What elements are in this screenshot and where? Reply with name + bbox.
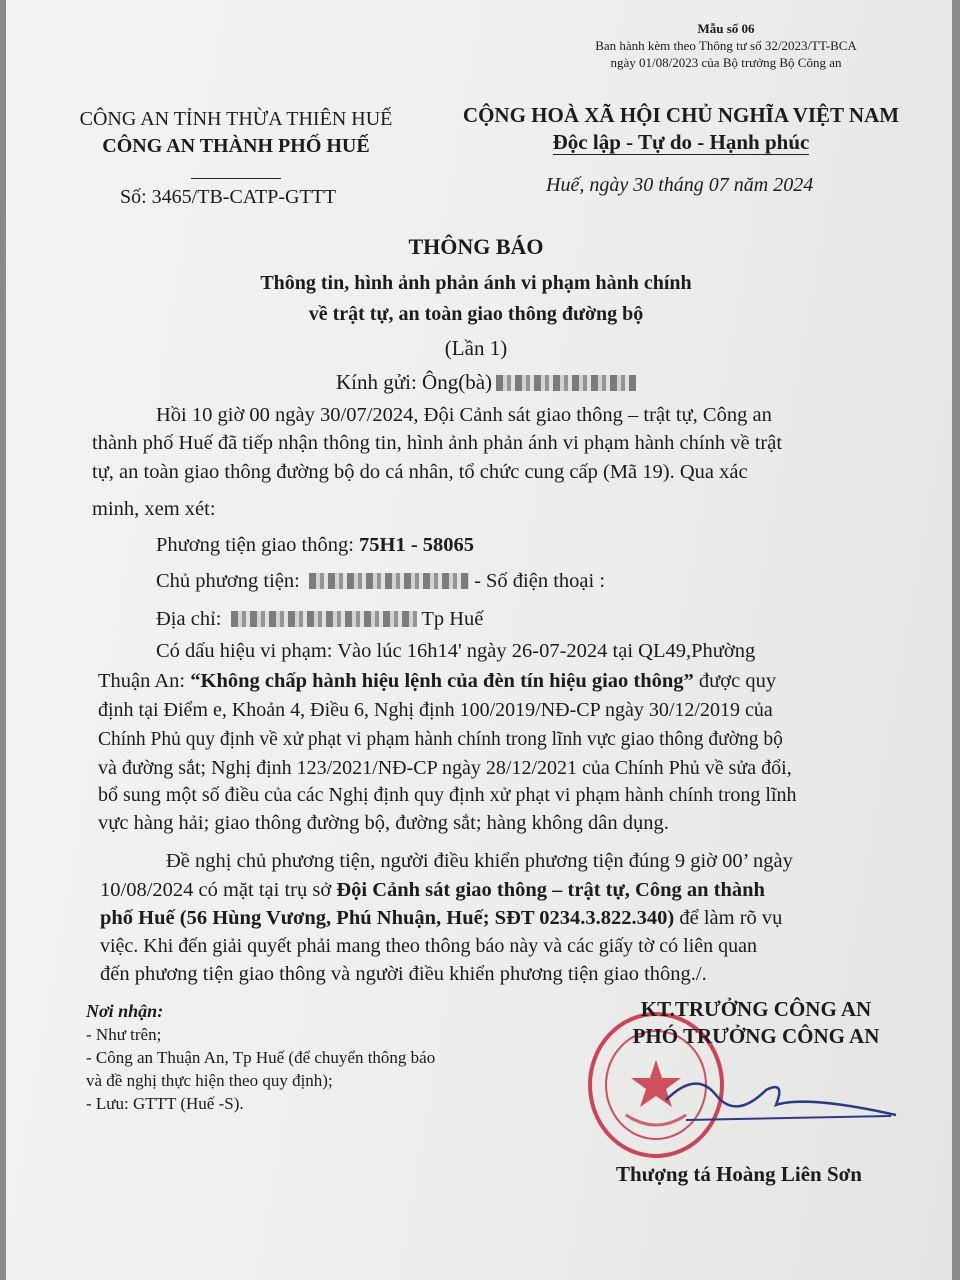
form-number: Mẫu số 06 (697, 21, 755, 36)
violation-line-1: Có dấu hiệu vi phạm: Vào lúc 16h14' ngày 26-07-2024 tại QL49,Phường (156, 640, 756, 662)
agency-header (56, 106, 416, 187)
agency-underline (191, 178, 281, 179)
vehicle-label: Phương tiện giao thông: (156, 534, 360, 556)
recipients-block (86, 1000, 435, 1115)
violation-line-7: vực hàng hải; giao thông đường bộ, đường sắt; hàng không dân dụng. (98, 812, 669, 834)
request-office: Đội Cảnh sát giao thông – trật tự, Công an thành (336, 879, 765, 901)
vehicle-line (156, 534, 474, 557)
redacted-address (231, 611, 417, 627)
recipients-heading: Nơi nhận: (86, 1001, 164, 1021)
address-line (156, 608, 483, 631)
intro-line-3: tự, an toàn giao thông đường bộ do cá nhân, tổ chức cung cấp (Mã 19). Qua xác (92, 461, 748, 483)
form-issued-line-2: ngày 01/08/2023 của Bộ trưởng Bộ Công an (610, 55, 842, 70)
request-line-3 (100, 907, 782, 930)
recipient-line (336, 370, 636, 395)
subtitle-line-1: Thông tin, hình ảnh phản ánh vi phạm hành chính (260, 272, 692, 294)
recipient-item-4: - Lưu: GTTT (Huế -S). (86, 1094, 244, 1113)
request-line-1: Đề nghị chủ phương tiện, người điều khiển phương tiện đúng 9 giờ 00’ ngày (166, 850, 793, 872)
recipient-item-1: - Như trên; (86, 1025, 162, 1044)
intro-line-1: Hồi 10 giờ 00 ngày 30/07/2024, Đội Cảnh sát giao thông – trật tự, Công an (156, 404, 772, 426)
violation-description: “Không chấp hành hiệu lệnh của đèn tín hiệu giao thông” (190, 670, 694, 692)
request-address: phố Huế (56 Hùng Vương, Phú Nhuận, Huế; SĐT 0234.3.822.340) (100, 907, 675, 929)
violation-location: Thuận An: (98, 670, 191, 692)
address-city: Tp Huế (421, 608, 484, 630)
violation-line-5: và đường sắt; Nghị định 123/2021/NĐ-CP ngày 28/12/2021 của Chính Phủ về sửa đổi, (98, 757, 792, 779)
agency-parent: CÔNG AN TỈNH THỪA THIÊN HUẾ (79, 108, 393, 130)
request-line-4: việc. Khi đến giải quyết phải mang theo thông báo này và các giấy tờ có liên quan (100, 935, 758, 957)
national-motto: Độc lập - Tự do - Hạnh phúc (552, 130, 810, 154)
request-line-5: đến phương tiện giao thông và người điều khiển phương tiện giao thông./. (100, 963, 707, 985)
recipient-item-3: và đề nghị thực hiện theo quy định); (86, 1071, 333, 1090)
intro-line-4: minh, xem xét: (92, 498, 216, 520)
request-date: 10/08/2024 có mặt tại trụ sở (100, 879, 337, 901)
recipient-label: Kính gửi: Ông(bà) (336, 370, 493, 394)
address-label: Địa chỉ: (156, 608, 222, 630)
vehicle-plate: 75H1 - 58065 (359, 534, 475, 556)
signature-line-2: PHÓ TRƯỞNG CÔNG AN (632, 1024, 880, 1048)
agency-name: CÔNG AN THÀNH PHỐ HUẾ (102, 135, 370, 157)
document-page (6, 0, 952, 1280)
redacted-name (496, 375, 636, 391)
document-subtitle (6, 268, 946, 330)
intro-line-2: thành phố Huế đã tiếp nhận thông tin, hình ảnh phản ánh vi phạm hành chính về trật (92, 432, 783, 454)
violation-tail: được quy (693, 670, 777, 692)
signature-title (606, 996, 906, 1050)
violation-line-6: bổ sung một số điều của các Nghị định quy định xử phạt vi phạm hành chính trong lĩnh (98, 784, 797, 806)
document-title: THÔNG BÁO (408, 234, 544, 259)
national-header (436, 102, 926, 156)
owner-label: Chủ phương tiện: (156, 570, 300, 592)
document-number: Số: 3465/TB-CATP-GTTT (120, 186, 337, 208)
redacted-owner (309, 573, 469, 589)
signature-line-1: KT.TRƯỞNG CÔNG AN (640, 997, 872, 1021)
phone-label: - Số điện thoại : (474, 570, 606, 592)
request-purpose: để làm rõ vụ (674, 907, 783, 929)
handwritten-signature-icon (656, 1060, 906, 1140)
request-line-2 (100, 879, 765, 902)
country-name: CỘNG HOÀ XÃ HỘI CHỦ NGHĨA VIỆT NAM (462, 103, 900, 127)
violation-line-4: Chính Phủ quy định về xử phạt vi phạm hành chính trong lĩnh vực giao thông đường bộ (98, 729, 783, 750)
violation-line-3: định tại Điểm e, Khoản 4, Điều 6, Nghị định 100/2019/NĐ-CP ngày 30/12/2019 của (98, 699, 773, 721)
form-issued-line-1: Ban hành kèm theo Thông tư số 32/2023/TT-BCA (595, 38, 857, 53)
place-date: Huế, ngày 30 tháng 07 năm 2024 (546, 174, 814, 196)
form-number-block (6, 20, 946, 71)
owner-line (156, 570, 605, 593)
signer-name: Thượng tá Hoàng Liên Sơn (616, 1162, 862, 1186)
notice-round: (Lần 1) (444, 336, 508, 360)
subtitle-line-2: về trật tự, an toàn giao thông đường bộ (308, 303, 644, 325)
recipient-item-2: - Công an Thuận An, Tp Huế (để chuyển thông báo (86, 1048, 436, 1067)
violation-line-2 (98, 670, 776, 693)
